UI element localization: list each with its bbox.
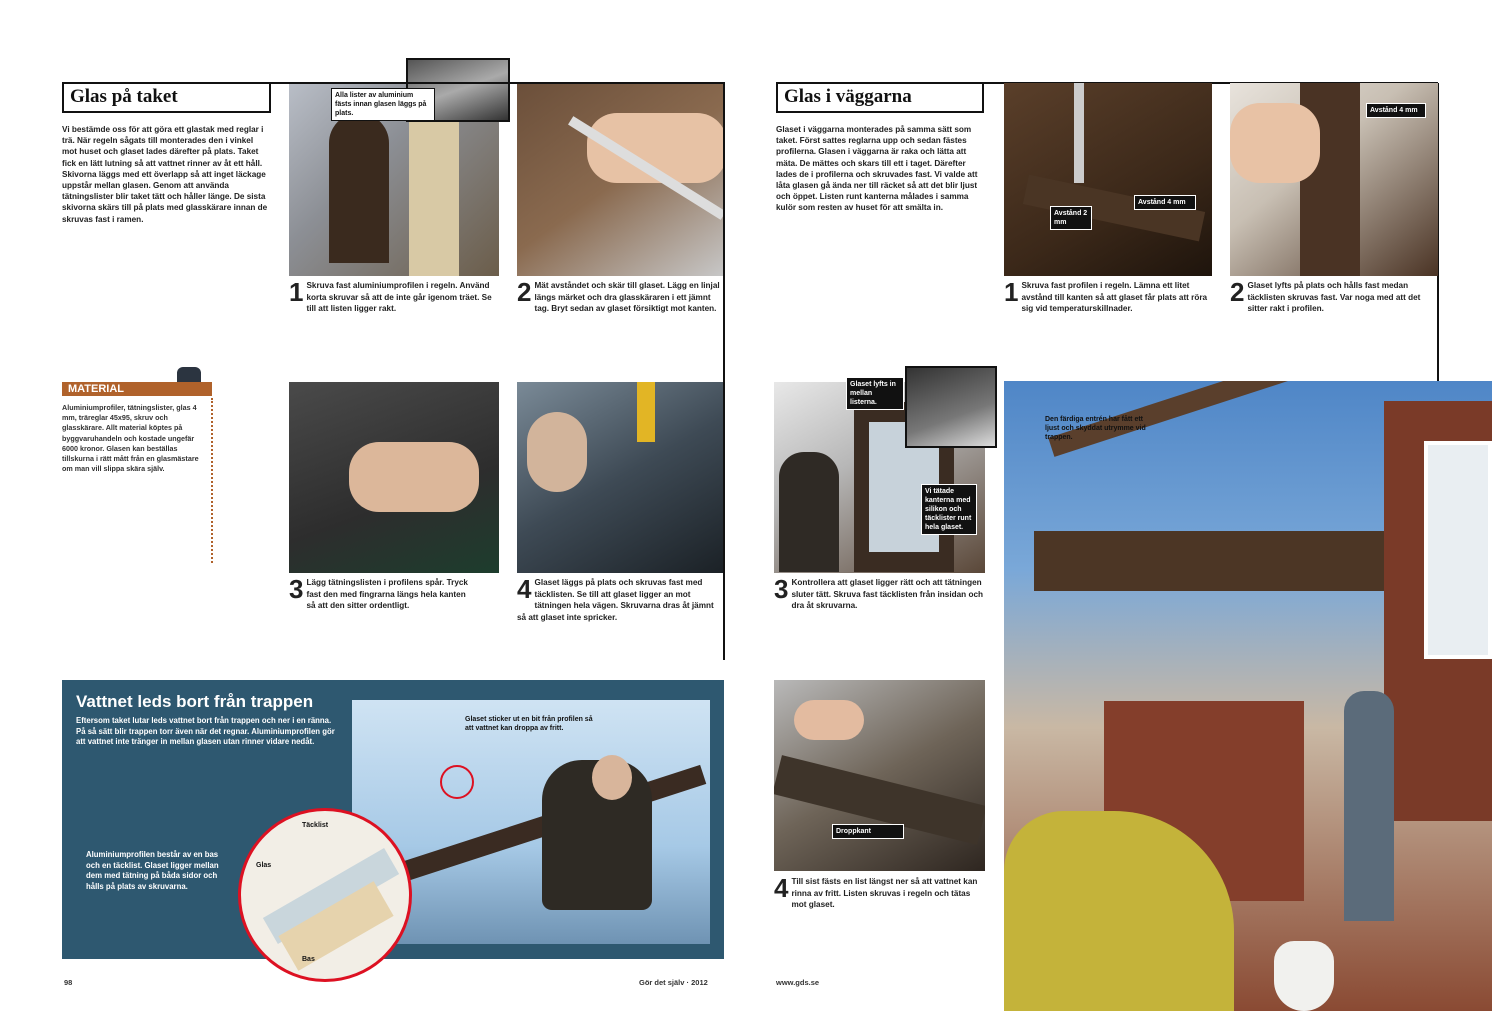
- finished-entrance-photo: [1004, 381, 1492, 1011]
- left-step-3-num: 3: [289, 574, 304, 604]
- step2-photo: [517, 83, 723, 276]
- profile-zoom-circle: [238, 808, 412, 982]
- left-step-4-num: 4: [517, 574, 532, 604]
- left-footer-mag: Gör det själv · 2012: [639, 978, 708, 987]
- water-box-callout: Glaset sticker ut en bit från profilen så att vattnet kan droppa av fritt.: [465, 716, 593, 732]
- right-callout-photo: Den färdiga entrén har fått ett ljust och skyddat utrymme vid trappen.: [1045, 416, 1146, 441]
- left-callout-top: Alla lister av aluminium fästs innan glasen läggs på plats.: [331, 88, 435, 121]
- right-callout-c: Avstånd 4 mm: [1366, 103, 1426, 118]
- left-step-2: [517, 277, 723, 315]
- left-step-3-text: Lägg tätningslisten i profilens spår. Tryck fast den med fingrarna längs hela kanten så att den sitter ordentligt.: [306, 578, 468, 610]
- right-callout-strip: Droppkant: [832, 824, 904, 839]
- right-step-2: [1230, 277, 1430, 315]
- profile-label-middle: Glas: [256, 862, 272, 869]
- left-section-title: Glas på taket: [62, 82, 271, 113]
- left-step-2-text: Mät avståndet och skär till glaset. Lägg en linjal längs märket och dra glasskäraren i ett jämnt tag. Bryt sedan av glaset försiktigt mot kanten.: [534, 281, 720, 313]
- water-box-highlight-circle: [440, 765, 474, 799]
- left-step-1: [289, 277, 499, 315]
- right-step-4: [774, 873, 985, 911]
- profile-label-bottom: Bas: [302, 956, 315, 963]
- right-step-1-text: Skruva fast profilen i regeln. Lämna ett litet avstånd till kanten så att glaset får plats att röra sig vid temperaturskillnader.: [1021, 281, 1208, 313]
- right-step4-photo: [774, 680, 985, 871]
- left-step-2-num: 2: [517, 277, 532, 307]
- step4-photo: [517, 382, 723, 573]
- material-text: Aluminiumprofiler, tätningslister, glas 4 mm, träreglar 45x95, skruv och glasskärare. Allt material köptes på byggvaruhandeln och kostade ungefär 6000 kronor. Glasen kan beställas tillskurna i rätt mått från en glasmästare om man vill slippa skära själv.: [62, 403, 199, 474]
- right-step-4-num: 4: [774, 873, 789, 903]
- left-step-3: [289, 574, 469, 612]
- right-callout-window: Glaset lyfts in mellan listerna.: [846, 377, 904, 410]
- profile-label-top: Täcklist: [302, 822, 329, 829]
- water-box-text: Eftersom taket lutar leds vattnet bort från trappen och ner i en ränna. På så sätt blir trappen torr även när det regnar. Aluminiumprofilen gör att vattnet inte tränger in mellan glasen utan rinner vidare nedåt.: [76, 716, 335, 746]
- right-step1-photo: [1004, 83, 1212, 276]
- left-page-number: 98: [64, 978, 73, 987]
- right-step-1-num: 1: [1004, 277, 1019, 307]
- right-step-2-num: 2: [1230, 277, 1245, 307]
- right-step-2-text: Glaset lyfts på plats och hålls fast medan täcklisten skruvas fast. Var noga med att det sitter rakt i profilen.: [1247, 281, 1421, 313]
- left-step-1-text: Skruva fast aluminiumprofilen i regeln. Använd korta skruvar så att de inte går igenom träet. Se till att listen ligger rakt.: [306, 281, 492, 313]
- right-step-1: [1004, 277, 1212, 315]
- water-box-profile-text: Aluminiumprofilen består av en bas och en täcklist. Glaset ligger mellan dem med tätning på båda sidor och hålls på plats av skruvarna.: [86, 850, 219, 891]
- right-step-4-text: Till sist fästs en list längst ner så att vattnet kan rinna av fritt. Listen skruvas i regeln och tätas mot glaset.: [791, 877, 978, 909]
- right-intro-text: Glaset i väggarna monterades på samma sätt som taket. Först sattes reglarna upp och sedan fästes profilerna. Glasen i väggarna är raka och lätta att mäta. De mättes och skars till ett i taget. Därefter lades de i profilerna och skruvades fast. Vi valde att låta glasen gå ända ner till räcket så att det blir ljust och öppet. Listen runt kanterna målades i samma kulör som resten av huset för att smälta in.: [776, 125, 978, 213]
- right-callout-mid: Vi tätade kanterna med silikon och täcklister runt hela glaset.: [921, 484, 977, 535]
- left-step-4: [517, 574, 723, 623]
- step3-photo: [289, 382, 499, 573]
- left-intro-text: Vi bestämde oss för att göra ett glastak med reglar i trä. När regeln sågats till monterades den i vinkel mot huset och glaset lades därefter på plats. Taket fick en lätt lutning så att vattnet rinner av åt ett håll. Skivorna läggs med ett överlapp så att inget läckage uppstår mellan glasen. Genom att använda tätningslister blir taket tätt och håller länge. De sista skivorna skärs till på plats med glasskärare innan de skruvas fast i ramen.: [62, 125, 268, 224]
- water-box-title: Vattnet leds bort från trappen: [76, 692, 314, 711]
- material-heading: MATERIAL: [62, 382, 212, 396]
- right-section-title: Glas i väggarna: [776, 82, 984, 113]
- left-top-line: [271, 82, 725, 84]
- right-step-3-num: 3: [774, 574, 789, 604]
- right-footer-url: www.gds.se: [776, 978, 820, 987]
- left-step-4-text: Glaset läggs på plats och skruvas fast med täcklisten. Se till att glaset ligger an mot tätningen hela vägen. Skruvarna dras åt jämnt så att glaset inte spricker.: [517, 578, 714, 622]
- material-divider: [211, 398, 213, 563]
- right-callout-b: Avstånd 4 mm: [1134, 195, 1196, 210]
- right-step-3: [774, 574, 985, 612]
- right-step3-inset: [905, 366, 997, 448]
- left-step-1-num: 1: [289, 277, 304, 307]
- right-step-3-text: Kontrollera att glaset ligger rätt och att tätningen sluter tätt. Skruva fast täcklisten från insidan och dra åt skruvarna.: [791, 578, 984, 610]
- left-column-line: [723, 83, 725, 660]
- right-callout-a: Avstånd 2 mm: [1050, 206, 1092, 230]
